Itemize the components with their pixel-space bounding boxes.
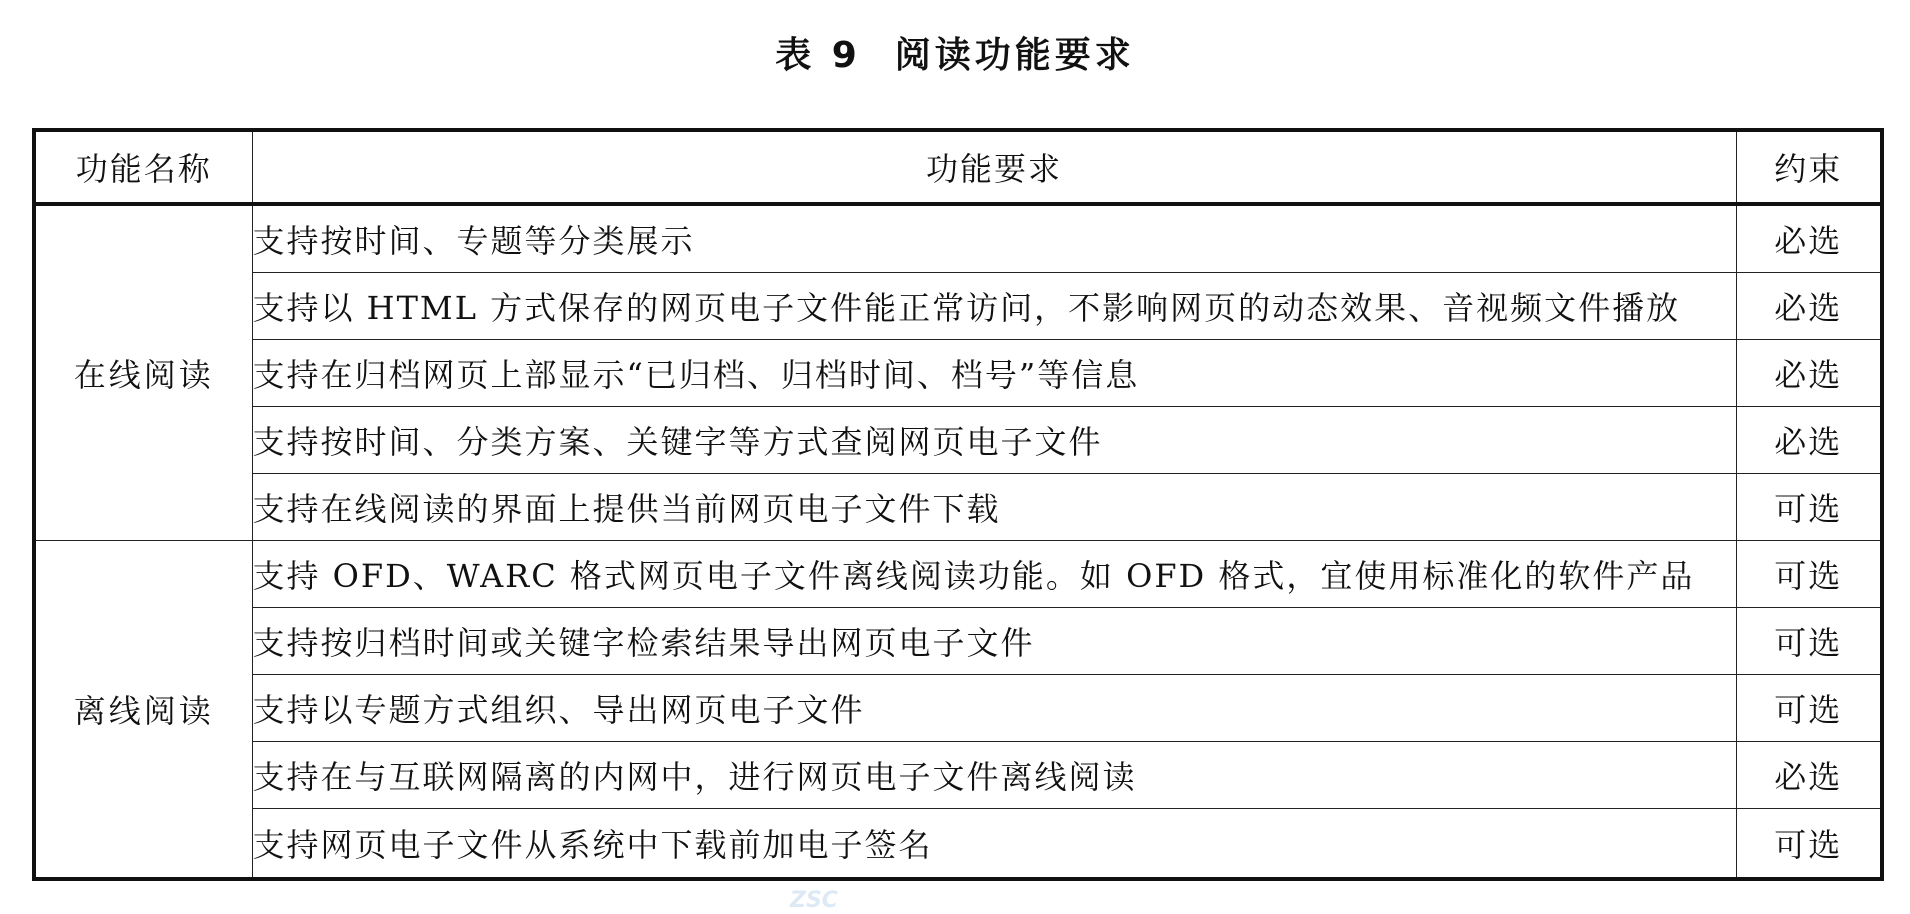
constraint-cell: 必选 (1736, 742, 1882, 809)
table-row (34, 407, 1882, 474)
watermark-logo: ZSC (790, 888, 838, 913)
requirement-cell: 支持以专题方式组织、导出网页电子文件 (252, 675, 1736, 742)
requirement-cell: 支持在线阅读的界面上提供当前网页电子文件下载 (252, 474, 1736, 541)
requirement-cell: 支持在与互联网隔离的内网中，进行网页电子文件离线阅读 (252, 742, 1736, 809)
reading-requirements-table (32, 128, 1884, 881)
constraint-cell: 可选 (1736, 541, 1882, 608)
table-number: 表 9 (775, 35, 861, 76)
requirement-cell: 支持按归档时间或关键字检索结果导出网页电子文件 (252, 608, 1736, 675)
table-row (34, 675, 1882, 742)
table-row (34, 742, 1882, 809)
constraint-cell: 必选 (1736, 273, 1882, 340)
constraint-cell: 可选 (1736, 675, 1882, 742)
table-header-row (34, 130, 1882, 204)
requirement-cell: 支持按时间、分类方案、关键字等方式查阅网页电子文件 (252, 407, 1736, 474)
table-caption (0, 28, 1910, 84)
group-online-reading: 在线阅读 (34, 204, 252, 541)
group-offline-reading: 离线阅读 (34, 541, 252, 880)
table-row (34, 474, 1882, 541)
table-title: 阅读功能要求 (894, 35, 1135, 76)
constraint-cell: 可选 (1736, 608, 1882, 675)
requirement-cell: 支持 OFD、WARC 格式网页电子文件离线阅读功能。如 OFD 格式，宜使用标准化的软件产品 (252, 541, 1736, 608)
table-row (34, 204, 1882, 273)
requirement-cell: 支持按时间、专题等分类展示 (252, 204, 1736, 273)
table-row (34, 273, 1882, 340)
header-function-requirement: 功能要求 (252, 130, 1736, 204)
table-row (34, 809, 1882, 880)
requirement-cell: 支持网页电子文件从系统中下载前加电子签名 (252, 809, 1736, 880)
constraint-cell: 必选 (1736, 340, 1882, 407)
table-row (34, 340, 1882, 407)
header-constraint: 约束 (1736, 130, 1882, 204)
header-function-name: 功能名称 (34, 130, 252, 204)
requirement-cell: 支持在归档网页上部显示“已归档、归档时间、档号”等信息 (252, 340, 1736, 407)
requirement-cell: 支持以 HTML 方式保存的网页电子文件能正常访问，不影响网页的动态效果、音视频文件播放 (252, 273, 1736, 340)
constraint-cell: 必选 (1736, 407, 1882, 474)
table-row (34, 541, 1882, 608)
table-row (34, 608, 1882, 675)
constraint-cell: 可选 (1736, 474, 1882, 541)
constraint-cell: 可选 (1736, 809, 1882, 880)
constraint-cell: 必选 (1736, 204, 1882, 273)
